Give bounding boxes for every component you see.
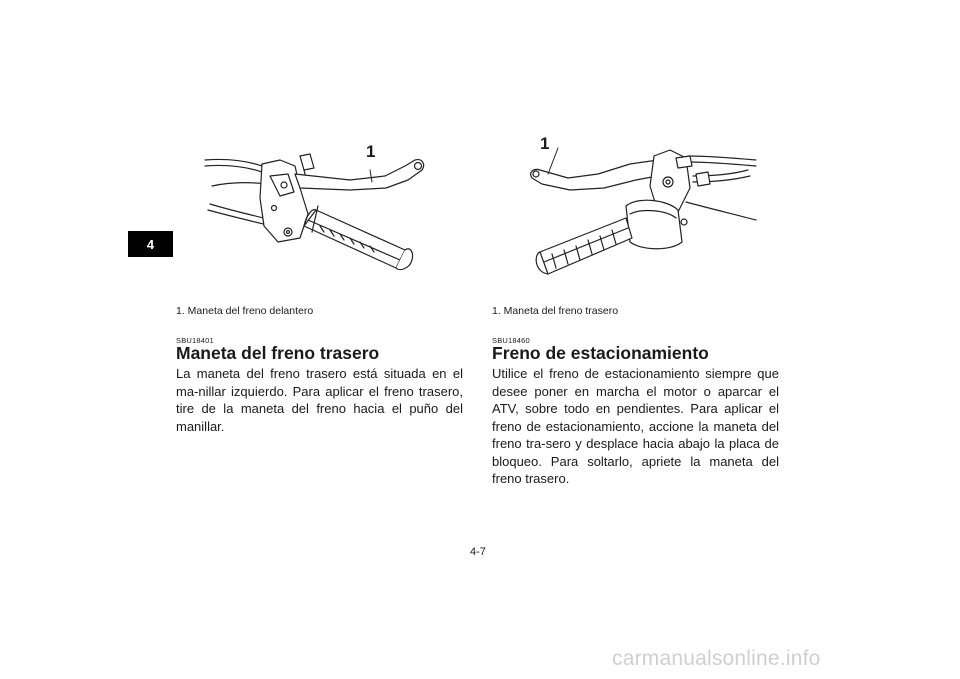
figure-caption: 1. Maneta del freno trasero	[492, 305, 619, 317]
section-heading: Maneta del freno trasero	[176, 343, 380, 363]
front-brake-lever-illustration	[200, 136, 440, 291]
callout-number: 1	[366, 142, 376, 161]
page-number: 4-7	[470, 546, 486, 558]
rear-brake-lever-illustration	[518, 134, 758, 294]
section-heading: Freno de estacionamiento	[492, 343, 709, 363]
callout-number: 1	[540, 134, 550, 153]
figure-caption: 1. Maneta del freno delantero	[176, 305, 314, 317]
section-body: La maneta del freno trasero está situada en el ma-nillar izquierdo. Para aplicar el freno trasero, tire de la maneta del freno hacia el puño del manillar.	[176, 366, 463, 434]
section-code: SBU18401	[176, 336, 214, 345]
section-body: Utilice el freno de estacionamiento siempre que desee poner en marcha el motor o aparcar el ATV, sobre todo en pendientes. Para aplicar el freno de estacionamiento, accione la maneta del freno tra-sero y desplace hacia abajo la placa de bloqueo. Para soltarlo, apriete la maneta del freno trasero.	[492, 366, 779, 486]
section-code: SBU18460	[492, 336, 530, 345]
chapter-tab: 4	[128, 231, 173, 257]
watermark: carmanualsonline.info	[612, 647, 821, 670]
